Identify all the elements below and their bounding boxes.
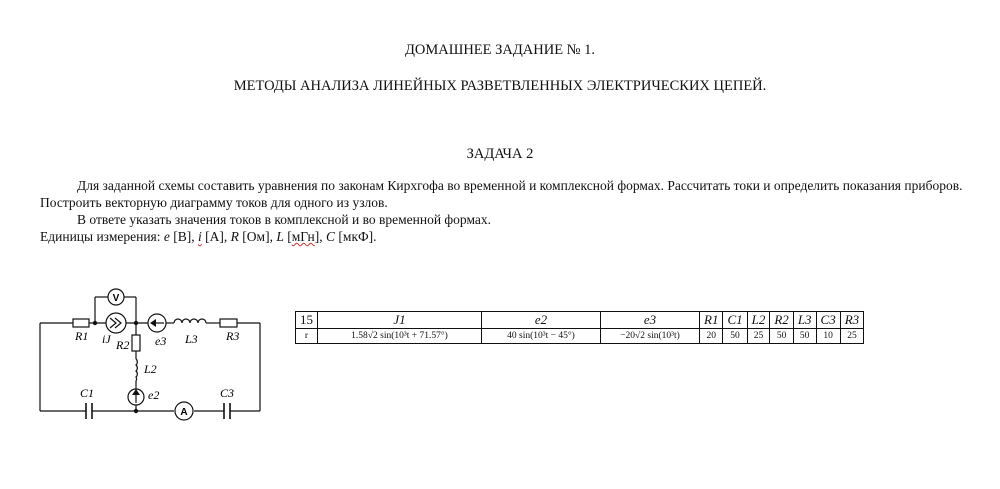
- label-e2: e2: [148, 388, 160, 402]
- task-heading: ЗАДАЧА 2: [466, 146, 534, 162]
- header-r2: R2: [770, 312, 793, 329]
- value-l3: 50: [793, 329, 816, 344]
- table-row: [296, 329, 864, 344]
- current-source-j: [106, 313, 126, 333]
- document-title: ДОМАШНЕЕ ЗАДАНИЕ № 1.: [404, 42, 596, 58]
- resistor-r3: [220, 319, 237, 327]
- value-r1: 20: [700, 329, 723, 344]
- header-c3: C3: [816, 312, 840, 329]
- circuit-diagram: [30, 283, 280, 433]
- node: [134, 321, 138, 325]
- label-c1: C1: [80, 386, 95, 400]
- label-r3: R3: [226, 329, 240, 343]
- header-r1: R1: [700, 312, 723, 329]
- inductor-l3: [174, 319, 206, 323]
- value-e3: −20√2 sin(10³t): [601, 329, 700, 344]
- inductor-l2: [136, 359, 137, 381]
- variant-cell: 15: [296, 312, 318, 329]
- header-l3: L3: [793, 312, 816, 329]
- answer-instruction: В ответе указать значения токов в комплексной и во временной формах.: [77, 212, 492, 227]
- document-subtitle: МЕТОДЫ АНАЛИЗА ЛИНЕЙНЫХ РАЗВЕТВЛЕННЫХ ЭЛЕКТРИЧЕСКИХ ЦЕПЕЙ.: [233, 78, 767, 94]
- value-c1: 50: [723, 329, 747, 344]
- header-r3: R3: [840, 312, 863, 329]
- capacitor-c3: [224, 403, 230, 419]
- units-line: [40, 228, 990, 245]
- label-r2: R2: [116, 338, 130, 352]
- row-label: r: [296, 329, 318, 344]
- value-r3: 25: [840, 329, 863, 344]
- units-i: [А],: [201, 229, 231, 244]
- label-ij: iJ: [102, 332, 111, 346]
- units-l-symbol: L: [276, 229, 284, 244]
- units-c-symbol: C: [326, 229, 336, 244]
- resistor-r1: [73, 319, 89, 327]
- voltmeter-label: V: [112, 293, 120, 304]
- units-l-close: ],: [314, 229, 327, 244]
- voltage-source-e3: [148, 314, 166, 332]
- label-e3: e3: [155, 334, 167, 348]
- label-l3: L3: [185, 332, 198, 346]
- task-description: Для заданной схемы составить уравнения по законам Кирхгофа во временной и комплексной формах. Рассчитать токи и определить показания приборов. Построить векторную диаграмму токов для одного из узлов.: [40, 178, 963, 210]
- units-l: мГн: [291, 229, 315, 244]
- units-e-symbol: e: [163, 229, 170, 244]
- header-j1: J1: [318, 312, 482, 329]
- table-header-row: [296, 312, 864, 329]
- header-l2: L2: [747, 312, 770, 329]
- resistor-r2: [132, 335, 140, 351]
- ammeter-label: A: [180, 407, 188, 418]
- units-e: [В],: [169, 229, 199, 244]
- value-l2: 25: [747, 329, 770, 344]
- units-r-symbol: R: [230, 229, 239, 244]
- units-i-symbol: i: [198, 229, 202, 244]
- label-c3: C3: [220, 386, 235, 400]
- label-l2: L2: [144, 362, 157, 376]
- label-r1: R1: [75, 329, 89, 343]
- units-r: [Ом],: [238, 229, 277, 244]
- units-l-open: [: [283, 229, 292, 244]
- value-c3: 10: [816, 329, 840, 344]
- capacitor-c1: [86, 403, 92, 419]
- voltage-source-e2: [128, 389, 144, 405]
- value-j1: 1.58√2 sin(10³t + 71.57°): [318, 329, 482, 344]
- header-c1: C1: [723, 312, 747, 329]
- value-e2: 40 sin(10³t − 45°): [482, 329, 601, 344]
- units-c: [мкФ].: [335, 229, 377, 244]
- node: [134, 409, 138, 413]
- parameters-table: [295, 311, 864, 344]
- node: [93, 321, 97, 325]
- value-r2: 50: [770, 329, 793, 344]
- header-e3: e3: [601, 312, 700, 329]
- units-prefix: Единицы измерения:: [40, 229, 164, 244]
- header-e2: e2: [482, 312, 601, 329]
